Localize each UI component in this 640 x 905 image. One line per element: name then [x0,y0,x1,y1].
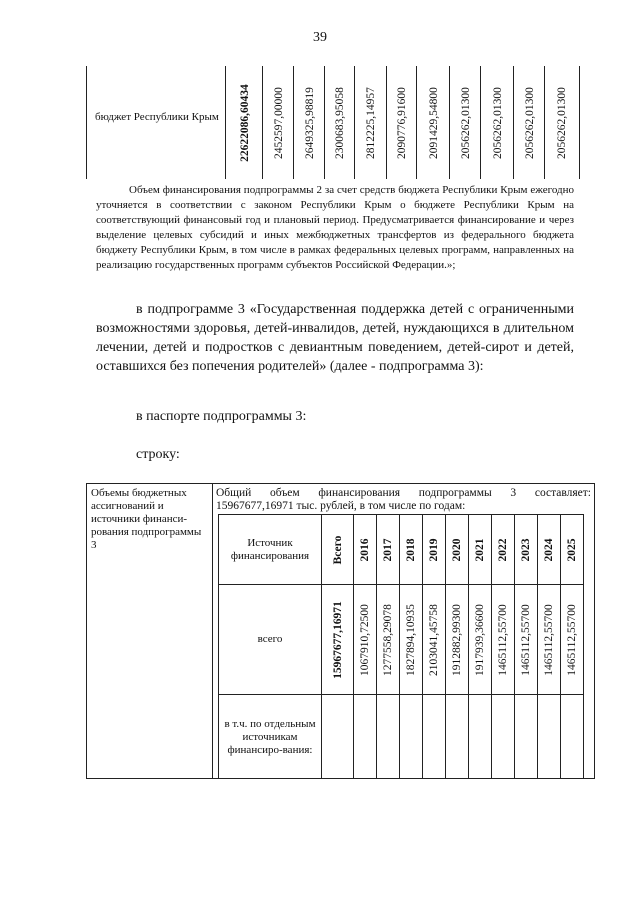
year-value-cell [491,584,514,694]
value-2021: 1917939,36600 [474,603,486,676]
source-header: Источник финансирования [218,514,321,584]
value-cell [262,66,294,179]
year-2024: 2024 [543,538,555,561]
value-2019: 2103041,45758 [428,603,440,676]
empty-cell [422,694,445,779]
value-2019: 2812225,14957 [365,86,377,159]
year-value-cell [422,584,445,694]
year-header-cell [353,514,376,584]
passport-line: в паспорте подпрограммы 3: [136,409,307,424]
value-2023: 1465112,55700 [520,603,532,676]
year-value-cell [399,584,422,694]
year-value-cell [353,584,376,694]
year-value-cell [514,584,537,694]
year-value-cell [445,584,468,694]
empty-cell [468,694,491,779]
year-header-cell [376,514,399,584]
value-cell [513,66,545,179]
year-header-cell [399,514,422,584]
year-header-cell [468,514,491,584]
value-total: 22622086,60434 [238,83,251,162]
year-2021: 2021 [474,538,486,561]
row-total-label: всего [218,584,321,694]
year-2018: 2018 [405,538,417,561]
value-2020: 1912882,99300 [451,603,463,676]
value-cell [480,66,514,179]
value-2022: 1465112,55700 [497,603,509,676]
year-2023: 2023 [520,538,532,561]
value-cell-total [225,66,263,179]
value-2023: 2056262,01300 [491,86,504,159]
row-line: строку: [136,447,180,462]
year-header-cell [491,514,514,584]
value-2021: 2091429,54800 [427,86,440,159]
value-cell [449,66,481,179]
funding-row-label: Объемы бюджетных ассигнований и источники финанси-рования подпрограммы 3 [87,484,213,778]
year-2017: 2017 [382,538,394,561]
year-2020: 2020 [451,538,463,561]
value-2016: 2452597,00000 [272,86,285,159]
empty-cell [560,694,584,779]
value-cell [324,66,355,179]
year-header-cell [514,514,537,584]
total-sum: 15967677,16971 [331,600,344,679]
year-header-cell [445,514,468,584]
value-2016: 1067910,72500 [359,603,371,676]
value-2020: 2090776,91600 [396,86,408,159]
value-cell [293,66,325,179]
value-2017: 1277558,29078 [382,603,394,676]
total-header: Всего [331,535,344,564]
year-header-cell [537,514,560,584]
year-2016: 2016 [359,538,371,561]
year-2025: 2025 [566,538,578,561]
funding-details [213,484,594,778]
year-2022: 2022 [497,538,509,561]
total-header-cell [321,514,353,584]
funding-paragraph: Объем финансирования подпрограммы 2 за счет средств бюджета Республики Крым ежегодно уточняется в соответствии с законом Республики Крым о бюджете Республики Крым на соответствующий финансовый год и плановый период. Предусматривается финансирование и через выделение целевых субсидий и иных межбюджетных трансфертов из федерального бюджета бюджету Республики Крым, в том числе в рамках федеральных целевых программ, направленных на реализацию государственных программ субъектов Российской Федерации.»; [96,184,574,271]
value-cell [354,66,387,179]
year-header-cell [422,514,445,584]
empty-cell [399,694,422,779]
funding-summary: Общий объем финансирования подпрограммы 3 составляет: 15967677,16971 тыс. рублей, в том числе по годам: [216,487,591,512]
value-2022: 2056262,01300 [459,86,472,159]
value-cell [544,66,580,179]
year-value-cell [376,584,399,694]
value-cell [386,66,417,179]
subprogram-3-funding-table [86,483,595,779]
value-cell [416,66,450,179]
value-2017: 2649325,98819 [303,86,316,159]
subprogram-paragraph: в подпрограмме 3 «Государственная поддержка детей с ограниченными возможностями здоровья, детей-инвалидов, детей, нуждающихся в длительном лечении, детей и подростков с девиантным поведением, детей-сирот и детей, оставшихся без попечения родителей» (далее - подпрограмма 3): [96,302,574,374]
total-sum-cell [321,584,353,694]
empty-cell [353,694,376,779]
row-sources-label: в т.ч. по отдельным источникам финансиро-вания: [218,694,321,779]
empty-cell [321,694,353,779]
budget-table-top [86,66,578,179]
value-2024: 1465112,55700 [543,603,555,676]
year-header-cell [560,514,584,584]
empty-cell [514,694,537,779]
year-value-cell [560,584,584,694]
value-2025: 1465112,55700 [566,603,578,676]
value-2018: 2300683,95058 [334,86,346,159]
year-2019: 2019 [428,538,440,561]
year-value-cell [468,584,491,694]
value-2025: 2056262,01300 [556,86,568,159]
budget-source-label: бюджет Республики Крым [95,111,219,123]
value-2024: 2056262,01300 [523,86,536,159]
page-number: 39 [313,30,327,45]
value-2018: 1827894,10935 [405,603,417,676]
empty-cell [445,694,468,779]
empty-cell [537,694,560,779]
empty-cell [376,694,399,779]
empty-cell [491,694,514,779]
year-value-cell [537,584,560,694]
